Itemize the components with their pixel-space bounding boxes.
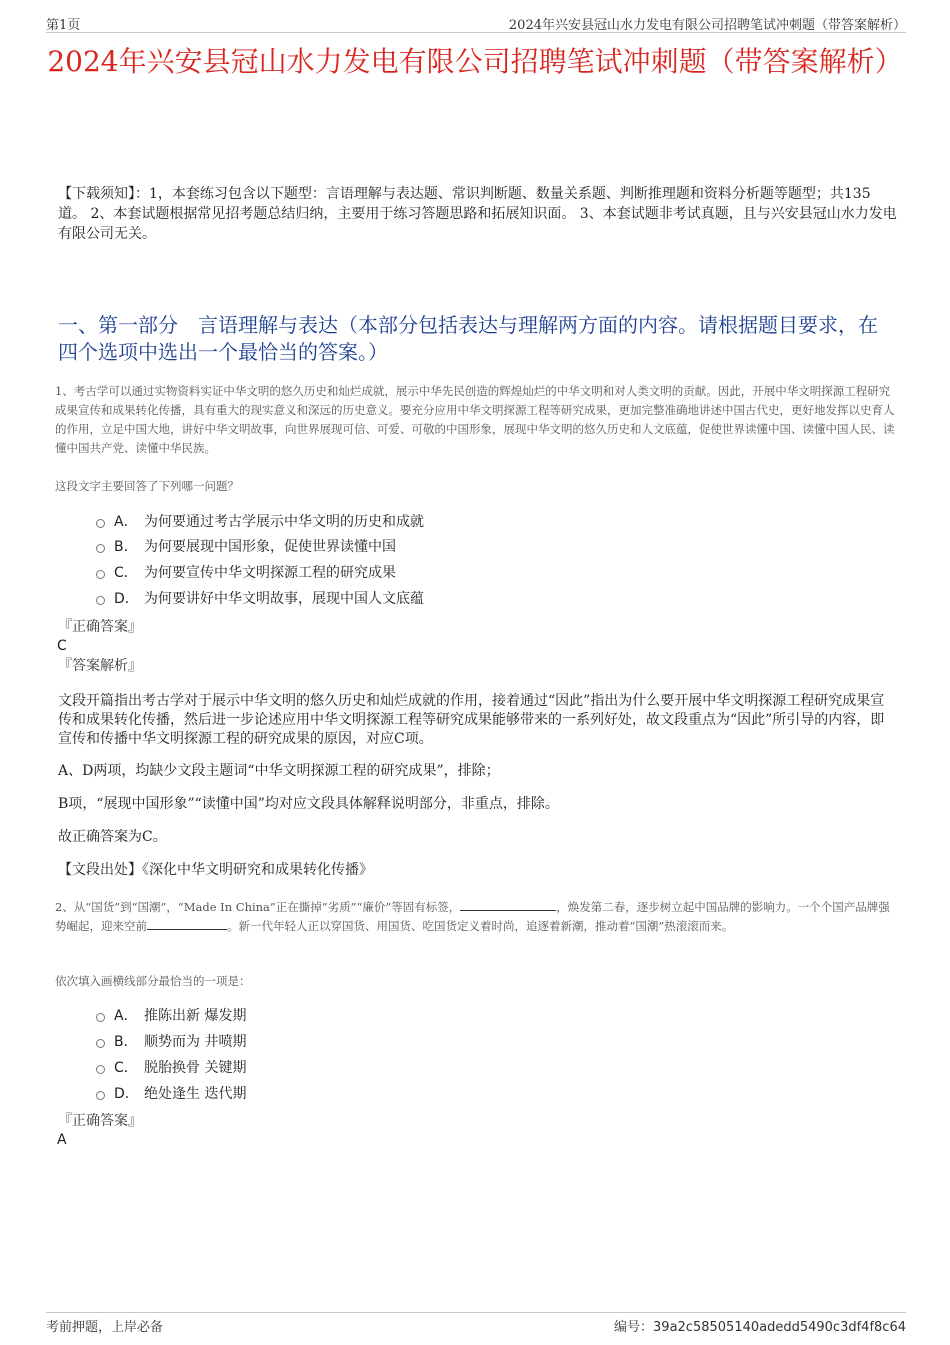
q1-option-d[interactable]: D． 为何要讲好中华文明故事，展现中国人文底蕴 — [96, 589, 424, 609]
question-2-prompt: 依次填入画横线部分最恰当的一项是： — [55, 974, 251, 988]
question-1-text: 1、考古学可以通过实物资料实证中华文明的悠久历史和灿烂成就，展示中华先民创造的辉煌灿烂的中华文明和对人类文明的贡献。因此，开展中华文明探源工程研究成果宣传和成果转化传播，具有重大的现实意义和深远的历史意义。要充分应用中华文明探源工程等研究成果，更加完整准确地讲述中国古代史，更好地发挥以史育人的作用，立足中国大地，讲好中华文明故事，向世界展现可信、可爱、可敬的中国形象，展现中华文明的悠久历史和人文底蕴，促使世界读懂中国、读懂中国人民、读懂中国共产党、读懂中华民族。 — [55, 384, 895, 455]
header-doc-title: 2024年兴安县冠山水力发电有限公司招聘笔试冲刺题（带答案解析） — [508, 18, 906, 33]
radio-icon[interactable] — [96, 596, 105, 605]
radio-icon[interactable] — [96, 519, 105, 528]
q1-analysis-b: B项，“展现中国形象”“读懂中国”均对应文段具体解释说明部分，非重点，排除。 — [58, 796, 559, 812]
radio-icon[interactable] — [96, 544, 105, 553]
radio-icon[interactable] — [96, 1091, 105, 1100]
q2-option-c[interactable]: C． 脱胎换骨 关键期 — [96, 1058, 246, 1078]
radio-icon[interactable] — [96, 1039, 105, 1048]
page-header — [46, 14, 906, 33]
question-2-text: 2、从“国货”到“国潮”，“Made In China”正在撕掉“劣质”“廉价”等固有标签， ，焕发第二春，逐步树立起中国品牌的影响力。一个个国产品牌强势崛起，迎来空前 。新一代年轻人正以穿国货、用国货、吃国货定义着时尚，追逐着新潮，推动着“国潮”热滚滚而来。 — [55, 900, 890, 933]
q2-answer: A — [57, 1132, 67, 1148]
q1-source: 【文段出处】《深化中华文明研究和成果转化传播》 — [58, 862, 373, 878]
q2-correct-label: 『正确答案』 — [58, 1113, 142, 1129]
q1-analysis-label: 『答案解析』 — [58, 658, 142, 674]
section-heading: 一、第一部分 言语理解与表达（本部分包括表达与理解两方面的内容。请根据题目要求，在四个选项中选出一个最恰当的答案。） — [58, 313, 878, 364]
page-footer — [46, 1312, 906, 1333]
q2-option-d[interactable]: D． 绝处逢生 迭代期 — [96, 1084, 246, 1104]
q2-option-a[interactable]: A． 推陈出新 爆发期 — [96, 1006, 246, 1026]
radio-icon[interactable] — [96, 570, 105, 579]
download-notice: 【下载须知】：1，本套练习包含以下题型：言语理解与表达题、常识判断题、数量关系题、判断推理题和资料分析题等题型；共135道。 2、本套试题根据常见招考题总结归纳，主要用于练习答题思路和拓展知识面。 3、本套试题非考试真题，且与兴安县冠山水力发电有限公司无关。 — [58, 186, 897, 242]
radio-icon[interactable] — [96, 1065, 105, 1074]
document-title: 2024年兴安县冠山水力发电有限公司招聘笔试冲刺题（带答案解析） — [47, 45, 903, 78]
q2-option-b[interactable]: B． 顺势而为 井喷期 — [96, 1032, 246, 1052]
footer-slogan: 考前押题，上岸必备 — [46, 1320, 164, 1335]
blank-2 — [147, 917, 227, 930]
q1-option-b[interactable]: B． 为何要展现中国形象，促使世界读懂中国 — [96, 537, 396, 557]
page-number: 第1页 — [46, 18, 81, 33]
blank-1 — [460, 898, 556, 911]
q1-correct-label: 『正确答案』 — [58, 619, 142, 635]
q1-analysis-main: 文段开篇指出考古学对于展示中华文明的悠久历史和灿烂成就的作用，接着通过“因此”指出为什么要开展中华文明探源工程研究成果宣传和成果转化传播，然后进一步论述应用中华文明探源工程等研究成果能够带来的一系列好处，故文段重点为“因此”所引导的内容，即宣传和传播中华文明探源工程的研究成果的原因，对应C项。 — [58, 693, 885, 747]
q1-option-a[interactable]: A． 为何要通过考古学展示中华文明的历史和成就 — [96, 512, 424, 532]
q1-analysis-conclusion: 故正确答案为C。 — [58, 829, 167, 845]
footer-code: 编号：39a2c58505140adedd5490c3df4f8c64 — [614, 1320, 906, 1335]
q1-answer: C — [57, 638, 67, 654]
question-1-prompt: 这段文字主要回答了下列哪一问题？ — [55, 479, 239, 493]
q1-option-c[interactable]: C． 为何要宣传中华文明探源工程的研究成果 — [96, 563, 396, 583]
q1-analysis-ad: A、D两项，均缺少文段主题词“中华文明探源工程的研究成果”，排除； — [58, 763, 500, 779]
radio-icon[interactable] — [96, 1013, 105, 1022]
